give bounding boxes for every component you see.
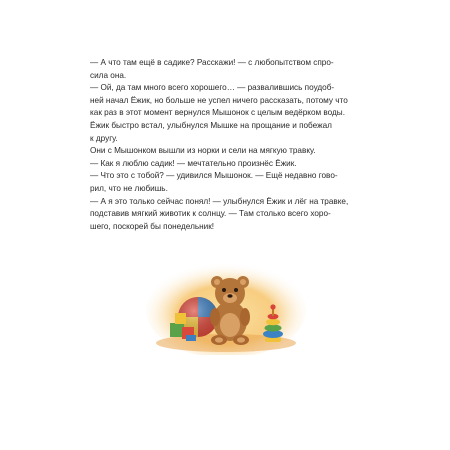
text-line: Ёжик быстро встал, улыбнулся Мышке на прощание и побежал: [90, 120, 332, 130]
text-line: как раз в этот момент вернулся Мышонок с целым ведёрком воды.: [90, 108, 345, 118]
text-line: рил, что не любишь.: [90, 183, 168, 193]
paragraph-6: [90, 196, 360, 234]
text-line: подставив мягкий животик к солнцу. — Там столько всего хоро-: [90, 209, 331, 219]
text-line: — Как я люблю садик! — мечтательно произнёс Ёжик.: [90, 158, 297, 168]
text-line: — А что там ещё в садике? Расскажи! — с любопытством спро-: [90, 58, 334, 67]
paragraph-2: [90, 82, 360, 145]
paragraph-4: [90, 158, 360, 171]
text-line: к другу.: [90, 133, 118, 143]
text-line: — А я это только сейчас понял! — улыбнулся Ёжик и лёг на травке,: [90, 196, 349, 206]
text-line: Они с Мышонком вышли из норки и сели на мягкую травку.: [90, 146, 316, 156]
text-line: — Что это с тобой? — удивился Мышонок. — Ещё недавно гово-: [90, 171, 338, 181]
text-line: — Ой, да там много всего хорошего… — развалившись поудоб-: [90, 83, 335, 93]
text-line: ней начал Ёжик, но больше не успел ничего рассказать, потому что: [90, 95, 348, 105]
teddy-bear-illustration: [146, 255, 306, 355]
paragraph-1: [90, 57, 360, 82]
paragraph-5: [90, 170, 360, 195]
story-text: [90, 57, 360, 233]
text-line: шего, поскорей бы понедельник!: [90, 221, 215, 231]
paragraph-3: [90, 145, 360, 158]
text-line: сила она.: [90, 70, 127, 80]
